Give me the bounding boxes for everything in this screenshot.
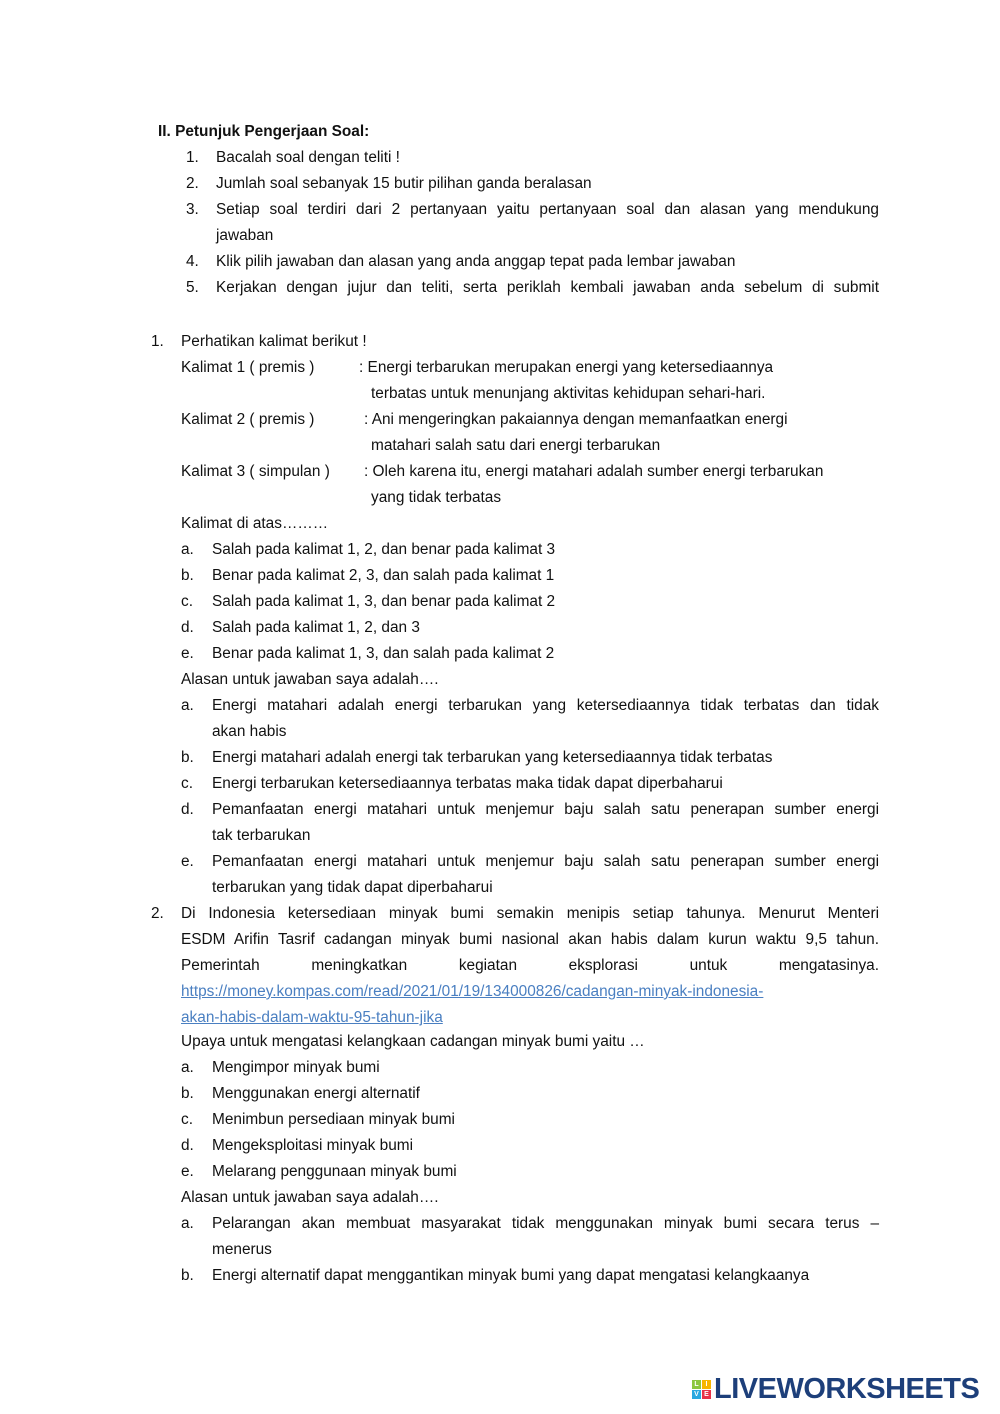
reason-letter: d. [181,801,194,818]
option-text: Benar pada kalimat 1, 3, dan salah pada kalimat 2 [212,645,555,662]
option-letter: a. [181,541,194,558]
reason-text: tak terbarukan [212,827,311,844]
option-letter: d. [181,1137,194,1154]
sentence-text: : Ani mengeringkan pakaiannya dengan memanfaatkan energi [364,411,788,428]
sentence-label: Kalimat 3 ( simpulan ) [181,463,330,480]
reason-text: akan habis [212,723,287,740]
instruction-text: Klik pilih jawaban dan alasan yang anda anggap tepat pada lembar jawaban [216,253,736,270]
option-text: Salah pada kalimat 1, 3, dan benar pada kalimat 2 [212,593,556,610]
sentence-text: terbatas untuk menunjang aktivitas kehidupan sehari-hari. [371,385,766,402]
liveworksheets-logo [692,1374,979,1404]
reason-letter: b. [181,749,194,766]
reason-letter: b. [181,1267,194,1284]
instruction-text: Setiap soal terdiri dari 2 pertanyaan yaitu pertanyaan soal dan alasan yang mendukung [216,201,879,218]
option-text: Menggunakan energi alternatif [212,1085,420,1102]
option-text: Salah pada kalimat 1, 2, dan 3 [212,619,420,636]
sentence-text: : Energi terbarukan merupakan energi yang ketersediaannya [359,359,774,376]
sentence-label: Kalimat 1 ( premis ) [181,359,315,376]
option-letter: c. [181,1111,193,1128]
logo-tile: V [692,1390,701,1399]
sentence-text: yang tidak terbatas [371,489,502,506]
sentence-text: : Oleh karena itu, energi matahari adalah sumber energi terbarukan [364,463,824,480]
reason-text: Pelarangan akan membuat masyarakat tidak menggunakan minyak bumi secara terus – [212,1215,879,1232]
logo-text: LIVEWORKSHEETS [714,1373,980,1405]
sentence-text: matahari salah satu dari energi terbarukan [371,437,661,454]
reason-letter: a. [181,697,194,714]
logo-tiles-icon [692,1380,711,1399]
logo-tile: E [702,1390,711,1399]
option-letter: e. [181,645,194,662]
reason-text: Energi alternatif dapat menggantikan minyak bumi yang dapat mengatasi kelangkaanya [212,1267,810,1284]
instructions-title: II. Petunjuk Pengerjaan Soal: [158,123,370,140]
option-text: Benar pada kalimat 2, 3, dan salah pada kalimat 1 [212,567,555,584]
logo-tile: I [702,1380,711,1389]
instruction-text: Kerjakan dengan jujur dan teliti, serta periklah kembali jawaban anda sebelum di submit [216,279,879,296]
instruction-text: jawaban [216,227,274,244]
reason-text: Energi matahari adalah energi tak terbarukan yang ketersediaannya tidak terbatas [212,749,773,766]
reason-letter: c. [181,775,193,792]
reason-letter: e. [181,853,194,870]
option-text: Salah pada kalimat 1, 2, dan benar pada kalimat 3 [212,541,556,558]
question-text: ESDM Arifin Tasrif cadangan minyak bumi nasional akan habis dalam kurun waktu 9,5 tahun. [181,931,879,948]
option-text: Mengeksploitasi minyak bumi [212,1137,414,1154]
reason-text: Energi terbarukan ketersediaannya terbatas maka tidak dapat diperbaharui [212,775,723,792]
instruction-number: 5. [186,279,199,296]
option-letter: d. [181,619,194,636]
reason-prompt: Alasan untuk jawaban saya adalah…. [181,671,439,688]
instruction-text: Bacalah soal dengan teliti ! [216,149,400,166]
instruction-number: 1. [186,149,199,166]
instruction-number: 2. [186,175,199,192]
instruction-text: Jumlah soal sebanyak 15 butir pilihan ganda beralasan [216,175,592,192]
reason-text: Pemanfaatan energi matahari untuk menjemur baju salah satu penerapan sumber energi [212,801,879,818]
logo-tile: L [692,1380,701,1389]
option-text: Menimbun persediaan minyak bumi [212,1111,455,1128]
source-link[interactable]: https://money.kompas.com/read/2021/01/19/134000826/cadangan-minyak-indonesia- [181,983,764,1000]
option-letter: b. [181,1085,194,1102]
reason-text: terbarukan yang tidak dapat diperbaharui [212,879,493,896]
question-intro: Perhatikan kalimat berikut ! [181,333,367,350]
question-prompt: Kalimat di atas……… [181,515,329,532]
option-text: Mengimpor minyak bumi [212,1059,380,1076]
question-text: Di Indonesia ketersediaan minyak bumi semakin menipis setiap tahunya. Menurut Menteri [181,905,879,922]
option-letter: e. [181,1163,194,1180]
question-number: 2. [151,905,164,922]
option-letter: b. [181,567,194,584]
instruction-number: 4. [186,253,199,270]
source-link[interactable]: akan-habis-dalam-waktu-95-tahun-jika [181,1009,443,1026]
question-prompt: Upaya untuk mengatasi kelangkaan cadangan minyak bumi yaitu … [181,1033,645,1050]
option-letter: c. [181,593,193,610]
question-number: 1. [151,333,164,350]
reason-letter: a. [181,1215,194,1232]
reason-text: Energi matahari adalah energi terbarukan yang ketersediaannya tidak terbatas dan tidak [212,697,879,714]
instruction-number: 3. [186,201,199,218]
sentence-label: Kalimat 2 ( premis ) [181,411,315,428]
reason-text: Pemanfaatan energi matahari untuk menjemur baju salah satu penerapan sumber energi [212,853,879,870]
question-text: Pemerintah meningkatkan kegiatan eksplorasi untuk mengatasinya. [181,957,879,974]
reason-text: menerus [212,1241,272,1258]
option-letter: a. [181,1059,194,1076]
option-text: Melarang penggunaan minyak bumi [212,1163,457,1180]
reason-prompt: Alasan untuk jawaban saya adalah…. [181,1189,439,1206]
